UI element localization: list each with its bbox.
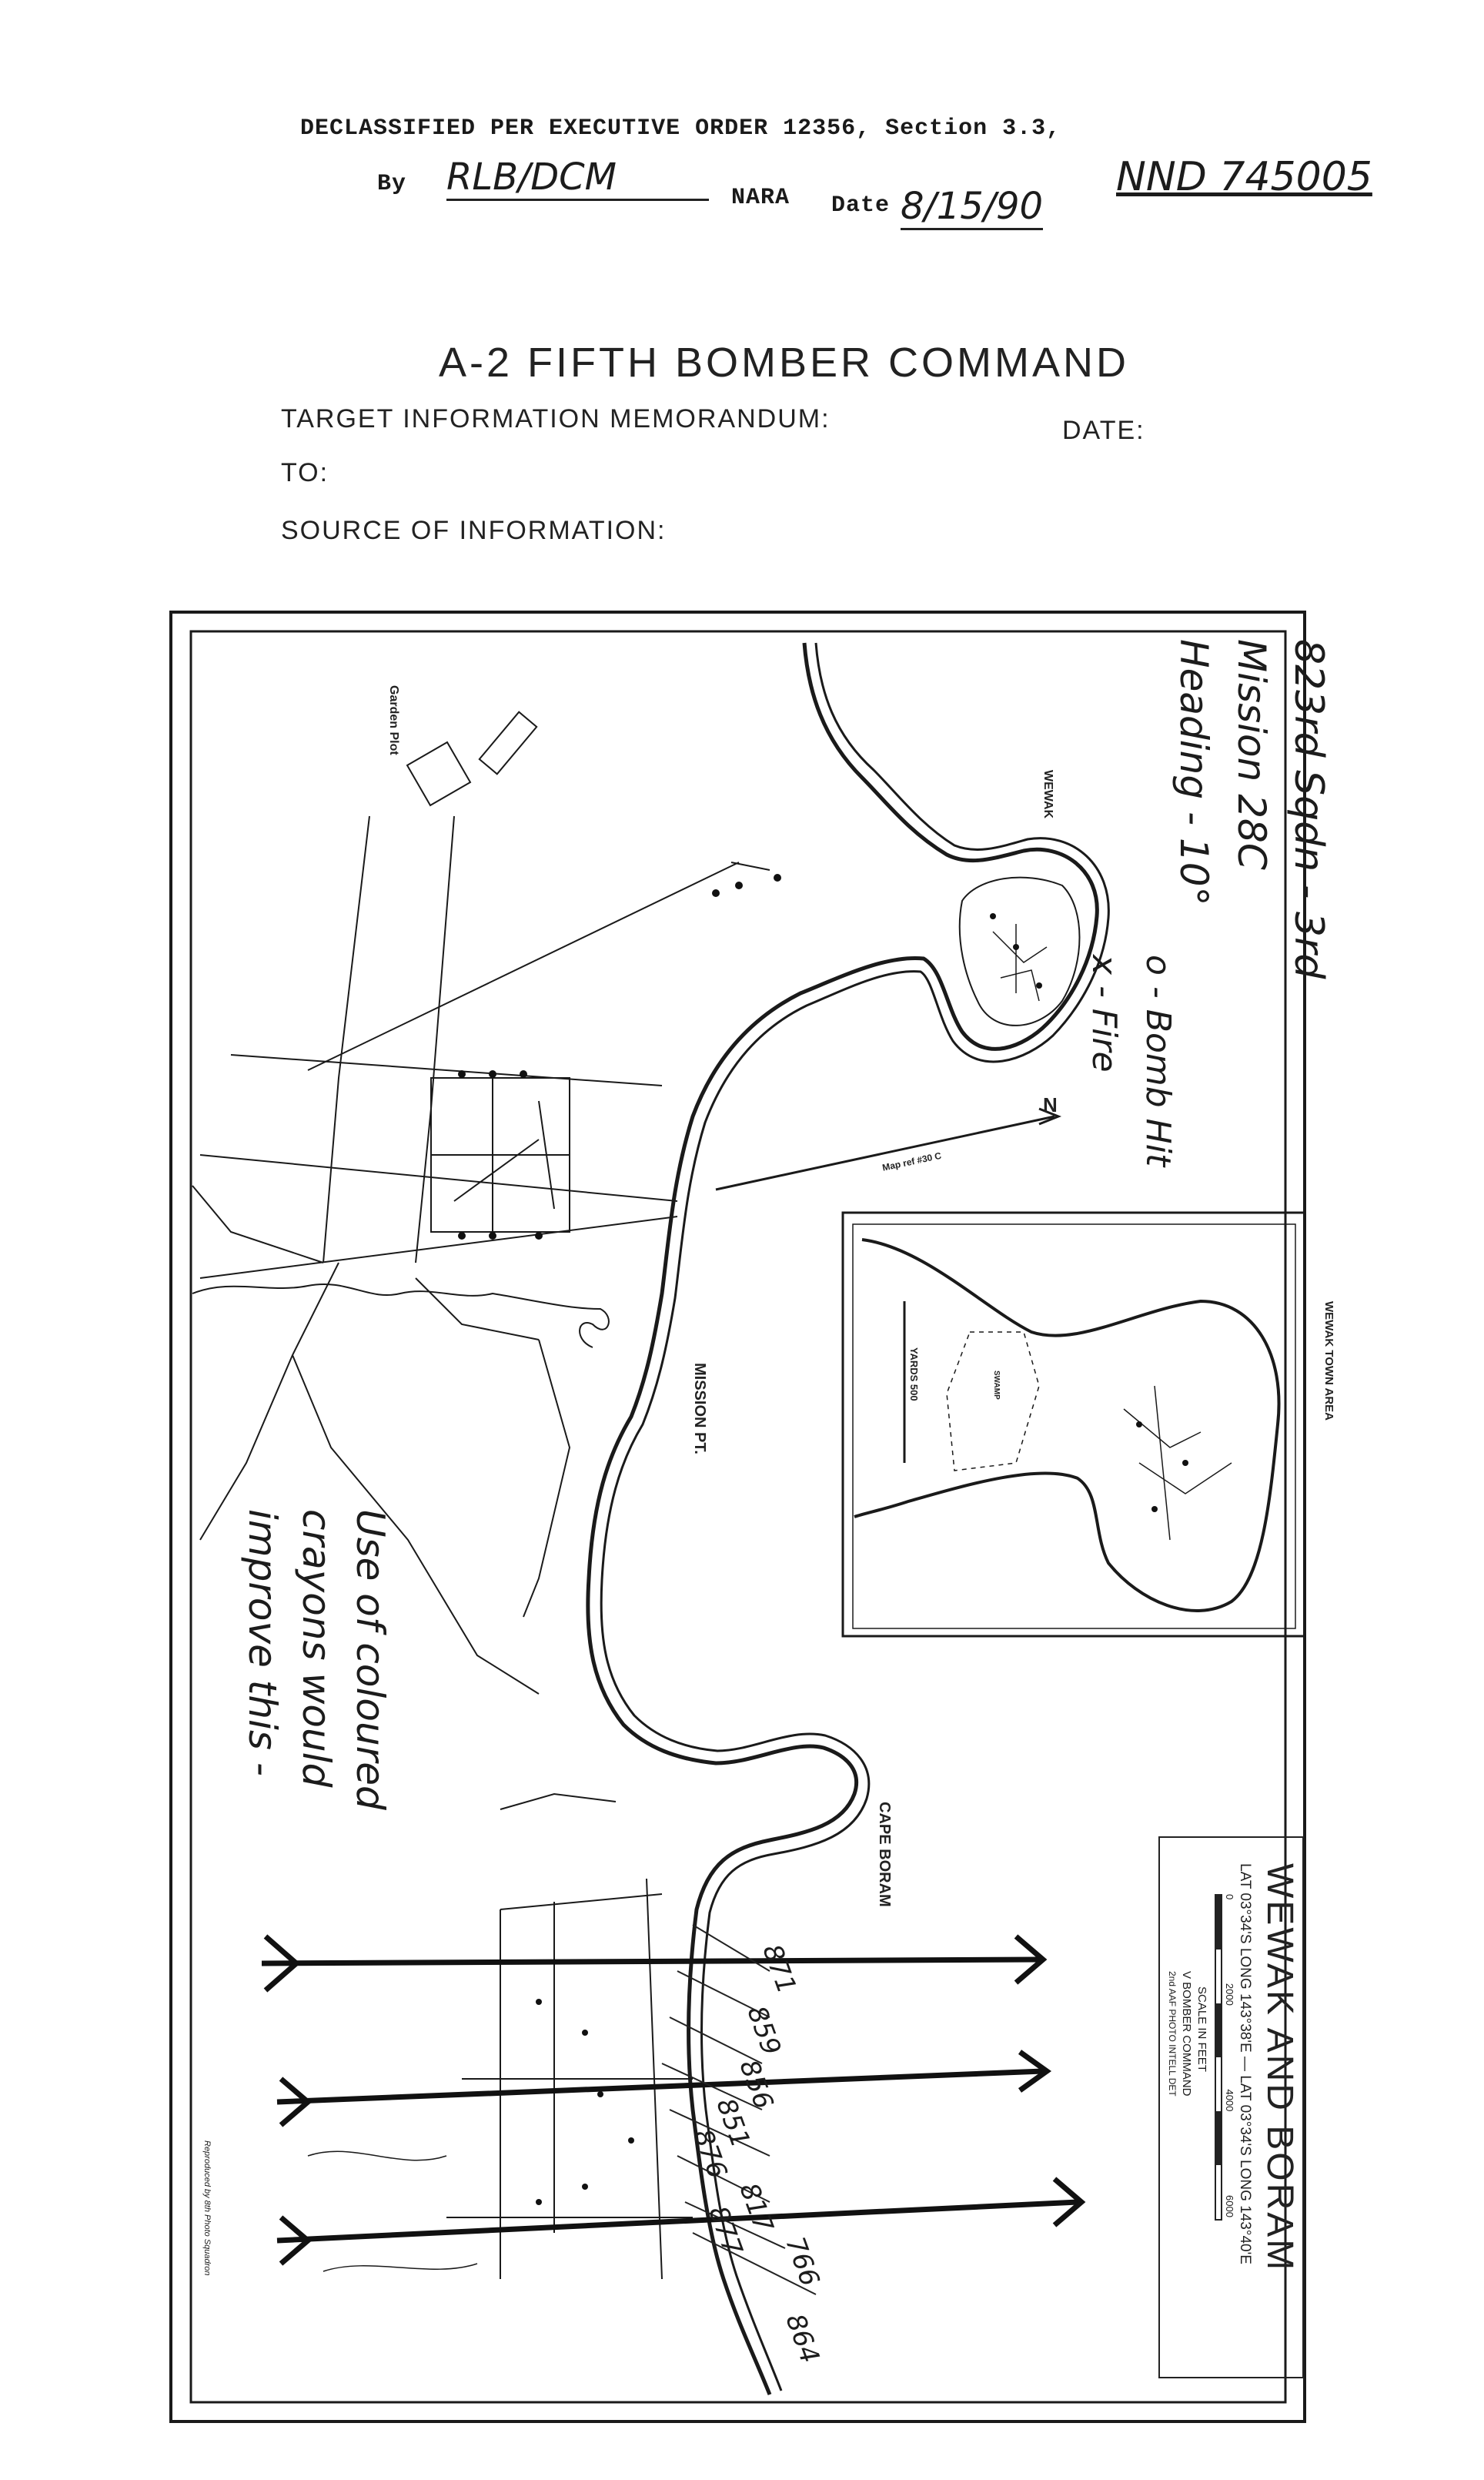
label-cape-boram: CAPE BORAM xyxy=(876,1802,893,1907)
inset-swamp: SWAMP xyxy=(992,1371,1001,1400)
title-block-title: WEWAK AND BORAM xyxy=(1259,1863,1300,2273)
scale-tick: 6000 xyxy=(1224,2195,1235,2217)
bomb-number: 864 xyxy=(779,2310,826,2368)
north-arrow xyxy=(716,1116,1055,1190)
label-garden-plot: Garden Plot xyxy=(387,685,400,755)
title-block-coords: LAT 03°34'S LONG 143°38'E — LAT 03°34'S LONG 143°40'E xyxy=(1237,1863,1253,2264)
bomb-number: 851 xyxy=(710,2094,757,2152)
inset-frame xyxy=(843,1213,1305,1636)
inset-scale: YARDS 500 xyxy=(908,1347,920,1401)
garden-plot xyxy=(407,742,470,805)
bomb-number: 859 xyxy=(740,2002,787,2060)
scale-tick: 4000 xyxy=(1224,2089,1235,2112)
declass-auth-number: NND 745005 xyxy=(1116,154,1372,200)
declass-date-value: 8/15/90 xyxy=(901,185,1043,230)
bomb-number: 766 xyxy=(779,2233,826,2291)
bomb-run-arrow-1 xyxy=(262,1960,1039,1963)
river xyxy=(192,1284,609,1347)
declass-by-value: RLB/DCM xyxy=(446,156,709,201)
bomb-number: 871 xyxy=(756,1940,803,1998)
inset-title: WEWAK TOWN AREA xyxy=(1322,1301,1335,1421)
bomb-number: 856 xyxy=(733,2056,780,2114)
note-line-1: Use of coloured xyxy=(348,1509,393,1810)
wewak-island-outline xyxy=(960,878,1080,1026)
label-wewak: WEWAK xyxy=(1041,770,1055,819)
declass-line: DECLASSIFIED PER EXECUTIVE ORDER 12356, Section 3.3, xyxy=(300,115,1061,142)
bomb-number: 817 xyxy=(733,2179,780,2237)
inset-coastline xyxy=(854,1240,1279,1611)
scale-tick: 0 xyxy=(1224,1894,1235,1900)
legend-bomb-hit: o - Bomb Hit xyxy=(1138,955,1178,1167)
roads xyxy=(200,816,770,1278)
label-north: N xyxy=(1043,1093,1058,1116)
date-label: DATE: xyxy=(1062,416,1145,445)
declass-nara-label: NARA xyxy=(731,185,790,211)
label-map-ref: Map ref #30 C xyxy=(881,1150,943,1173)
bomb-run-arrow-2 xyxy=(277,2071,1043,2102)
legend-fire: x - Fire xyxy=(1085,955,1124,1073)
note-line-2: crayons would xyxy=(294,1509,339,1788)
note-line-3: improve this - xyxy=(240,1509,285,1776)
title-block-command: V BOMBER COMMAND xyxy=(1180,1971,1193,2097)
title-block-scale-ticks xyxy=(1224,1894,1235,2217)
heading-note: Heading - 10° xyxy=(1171,639,1216,906)
bomb-number: 876 xyxy=(687,2125,734,2183)
title-block-credit: 2nd AAF PHOTO INTELL DET xyxy=(1167,1971,1178,2097)
declass-by-label: By xyxy=(377,171,407,197)
memo-label: TARGET INFORMATION MEMORANDUM: xyxy=(281,404,831,433)
mission-note: Mission 28C xyxy=(1229,639,1274,870)
document-title: A-2 FIFTH BOMBER COMMAND xyxy=(439,340,1130,386)
title-block-scale-bar xyxy=(1215,1894,1222,2221)
declass-date-label: Date xyxy=(831,192,891,219)
bomb-number: 877 xyxy=(702,2202,749,2260)
to-label: TO: xyxy=(281,458,329,487)
scale-tick: 2000 xyxy=(1224,1983,1235,2006)
footer-credit: Reproduced by 8th Photo Squadron xyxy=(202,2140,212,2276)
squadron-note: 823rd Sqdn - 3rd xyxy=(1285,639,1332,979)
title-block-scale-label: SCALE IN FEET xyxy=(1195,1986,1208,2072)
source-label: SOURCE OF INFORMATION: xyxy=(281,516,667,545)
label-mission-pt: MISSION PT. xyxy=(691,1363,708,1454)
bomb-run-arrow-3 xyxy=(277,2202,1078,2241)
